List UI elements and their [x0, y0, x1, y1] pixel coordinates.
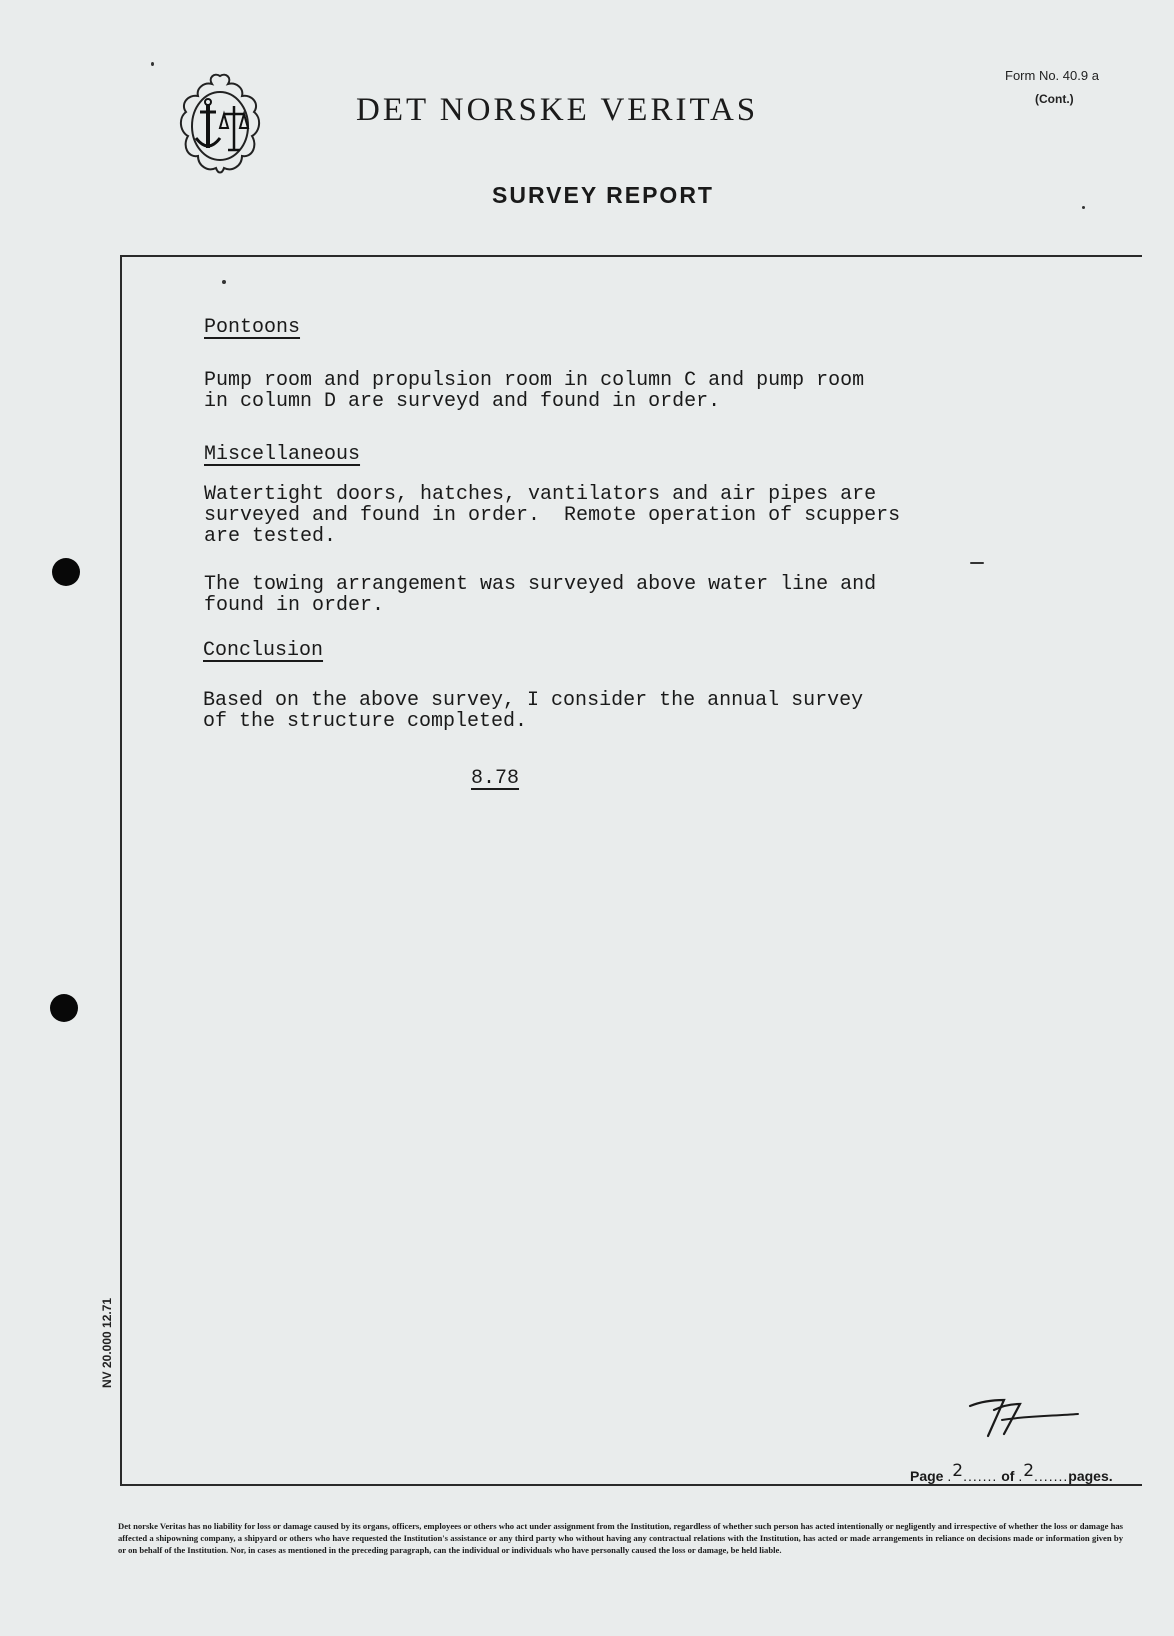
- form-code: NV 20.000 12.71: [100, 1297, 114, 1388]
- miscellaneous-text-line: are tested.: [204, 525, 337, 548]
- miscellaneous-text-line: Watertight doors, hatches, vantilators and air pipes are: [204, 483, 877, 506]
- report-frame: [120, 255, 1142, 1486]
- punch-hole: [50, 994, 78, 1022]
- reference-number: 8.78: [471, 767, 520, 790]
- scan-speck: [1082, 206, 1085, 209]
- conclusion-text-line: of the structure completed.: [203, 710, 528, 733]
- form-continuation: (Cont.): [1035, 92, 1074, 106]
- miscellaneous-text-line: surveyed and found in order. Remote operation of scuppers: [204, 504, 901, 527]
- report-title: SURVEY REPORT: [492, 182, 714, 208]
- page-indicator: Page .2....... of .2.......pages.: [910, 1461, 1113, 1484]
- pontoons-heading: Pontoons: [204, 316, 301, 339]
- handwritten-signature: [966, 1394, 1086, 1444]
- scan-speck: [151, 62, 154, 66]
- page-number: 2: [952, 1461, 964, 1481]
- pages-label: pages.: [1068, 1468, 1113, 1484]
- pontoons-text-line: in column D are surveyd and found in order.: [204, 390, 721, 413]
- of-label: of: [1001, 1468, 1015, 1484]
- miscellaneous-heading: Miscellaneous: [204, 443, 361, 466]
- conclusion-heading: Conclusion: [203, 639, 324, 662]
- conclusion-text-line: Based on the above survey, I consider the annual survey: [203, 689, 864, 712]
- organization-name: DET NORSKE VERITAS: [356, 92, 759, 128]
- scan-speck: [222, 280, 226, 284]
- pontoons-text-line: Pump room and propulsion room in column C and pump room: [204, 369, 865, 392]
- anchor-and-scales-crest-icon: [174, 70, 266, 180]
- towing-text-line: found in order.: [204, 594, 385, 617]
- form-number: Form No. 40.9 a: [1005, 68, 1099, 83]
- liability-disclaimer: Det norske Veritas has no liability for loss or damage caused by its organs, officers, employees or others who act under assignment from the Institution, regardless of whether such person has acted intentionally or negligently and irrespective of whether the loss or damage has affected a shipowning company, a shipyard or others who have requested the Institution's assistance or any third party who without having any contractual relations with the Institution, has acted or made arrangements in reliance on decisions made or information given by or on behalf of the Institution. Nor, in cases as mentioned in the preceding paragraph, can the individual or individuals who have personally caused the loss or damage, be held liable.: [118, 1521, 1123, 1555]
- scan-speck: [970, 562, 984, 564]
- page-total: 2: [1023, 1461, 1035, 1481]
- towing-text-line: The towing arrangement was surveyed above water line and: [204, 573, 877, 596]
- punch-hole: [52, 558, 80, 586]
- page-label: Page: [910, 1468, 944, 1484]
